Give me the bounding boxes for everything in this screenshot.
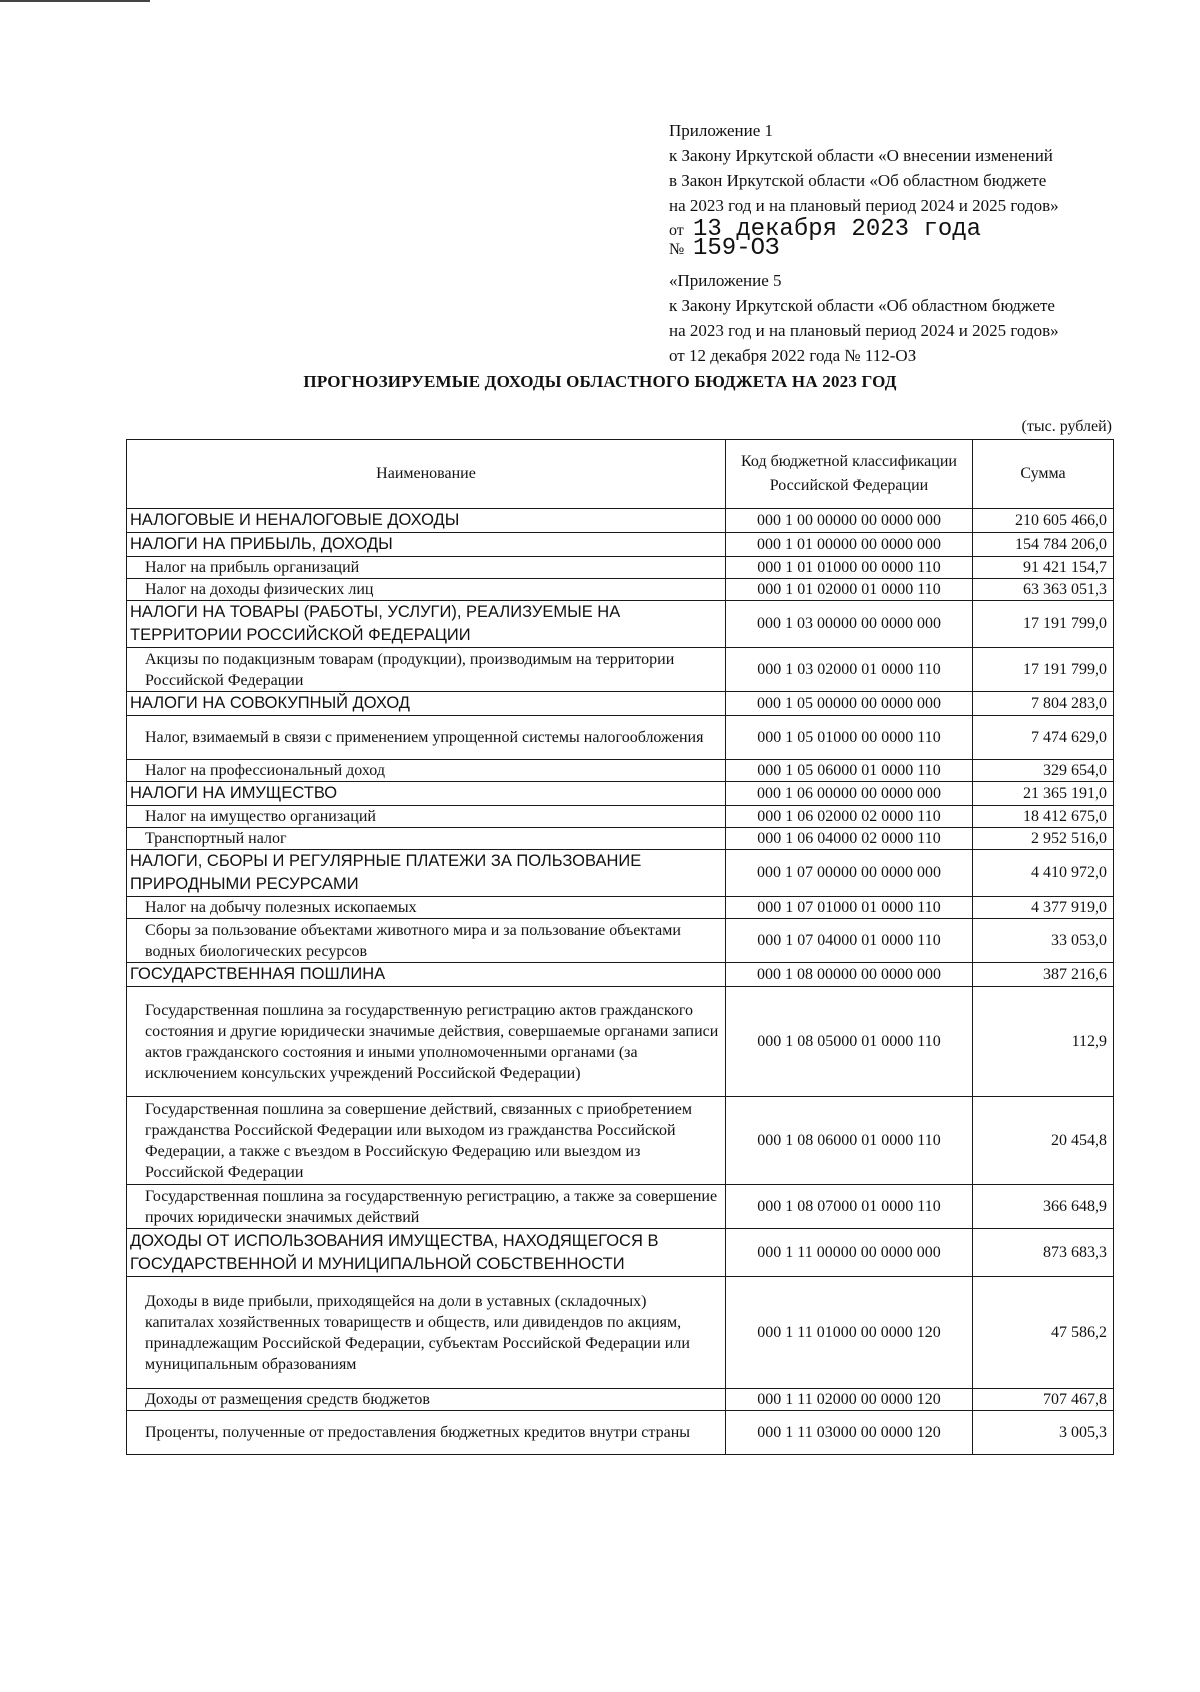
table-row — [127, 1229, 1114, 1277]
row-code-cell: 000 1 03 02000 01 0000 110 — [726, 648, 973, 692]
row-name-cell: НАЛОГИ НА ИМУЩЕСТВО — [127, 782, 726, 806]
table-row — [127, 692, 1114, 716]
row-code-cell: 000 1 08 07000 01 0000 110 — [726, 1185, 973, 1229]
row-code-cell: 000 1 00 00000 00 0000 000 — [726, 509, 973, 533]
row-code-cell: 000 1 07 04000 01 0000 110 — [726, 919, 973, 963]
row-code-cell: 000 1 05 01000 00 0000 110 — [726, 716, 973, 760]
row-amount-cell: 20 454,8 — [973, 1097, 1114, 1185]
table-row — [127, 963, 1114, 987]
row-amount-cell: 4 377 919,0 — [973, 897, 1114, 919]
row-code-cell: 000 1 06 02000 02 0000 110 — [726, 806, 973, 828]
row-name-cell: Налог на имущество организаций — [127, 806, 726, 828]
row-amount-cell: 4 410 972,0 — [973, 850, 1114, 897]
row-name-cell: НАЛОГИ, СБОРЫ И РЕГУЛЯРНЫЕ ПЛАТЕЖИ ЗА ПОЛЬЗОВАНИЕ ПРИРОДНЫМИ РЕСУРСАМИ — [127, 850, 726, 897]
row-amount-cell: 33 053,0 — [973, 919, 1114, 963]
row-code-cell: 000 1 01 01000 00 0000 110 — [726, 557, 973, 579]
row-name-cell: Доходы от размещения средств бюджетов — [127, 1389, 726, 1411]
row-amount-cell: 3 005,3 — [973, 1411, 1114, 1455]
table-body — [127, 509, 1114, 1455]
table-row — [127, 806, 1114, 828]
row-name-cell: Транспортный налог — [127, 828, 726, 850]
row-amount-cell: 17 191 799,0 — [973, 648, 1114, 692]
table-row — [127, 533, 1114, 557]
row-amount-cell: 210 605 466,0 — [973, 509, 1114, 533]
header-line: «Приложение 5 — [669, 271, 782, 290]
table-row — [127, 850, 1114, 897]
table-row — [127, 1389, 1114, 1411]
row-code-cell: 000 1 08 00000 00 0000 000 — [726, 963, 973, 987]
row-name-cell: Налог на добычу полезных ископаемых — [127, 897, 726, 919]
stamp-date: 13 декабря 2023 года — [693, 216, 982, 243]
row-code-cell: 000 1 01 02000 01 0000 110 — [726, 579, 973, 601]
row-amount-cell: 366 648,9 — [973, 1185, 1114, 1229]
row-name-cell: НАЛОГОВЫЕ И НЕНАЛОГОВЫЕ ДОХОДЫ — [127, 509, 726, 533]
row-name-cell: ДОХОДЫ ОТ ИСПОЛЬЗОВАНИЯ ИМУЩЕСТВА, НАХОДЯЩЕГОСЯ В ГОСУДАРСТВЕННОЙ И МУНИЦИПАЛЬНОЙ СОБСТВЕННОСТИ — [127, 1229, 726, 1277]
table-row — [127, 919, 1114, 963]
column-header-code: Код бюджетной классификации Российской Федерации — [726, 440, 973, 509]
row-amount-cell: 112,9 — [973, 987, 1114, 1097]
row-name-cell: Государственная пошлина за совершение действий, связанных с приобретением гражданства Российской Федерации или выходом из гражданства Российской Федерации, а также с въездом в Российскую Федерацию или выездом из Российской Федерации — [127, 1097, 726, 1185]
row-code-cell: 000 1 07 00000 00 0000 000 — [726, 850, 973, 897]
row-amount-cell: 63 363 051,3 — [973, 579, 1114, 601]
row-code-cell: 000 1 03 00000 00 0000 000 — [726, 601, 973, 648]
row-name-cell: ГОСУДАРСТВЕННАЯ ПОШЛИНА — [127, 963, 726, 987]
revenue-table — [126, 439, 1114, 1455]
row-amount-cell: 707 467,8 — [973, 1389, 1114, 1411]
row-amount-cell: 17 191 799,0 — [973, 601, 1114, 648]
row-name-cell: Налог, взимаемый в связи с применением упрощенной системы налогообложения — [127, 716, 726, 760]
column-header-name: Наименование — [127, 440, 726, 509]
table-row — [127, 1411, 1114, 1455]
row-amount-cell: 91 421 154,7 — [973, 557, 1114, 579]
row-name-cell: Налог на прибыль организаций — [127, 557, 726, 579]
row-amount-cell: 7 804 283,0 — [973, 692, 1114, 716]
row-name-cell: Налог на доходы физических лиц — [127, 579, 726, 601]
row-amount-cell: 21 365 191,0 — [973, 782, 1114, 806]
header-line: на 2023 год и на плановый период 2024 и 2025 годов» — [669, 196, 1059, 215]
row-name-cell: Акцизы по подакцизным товарам (продукции), производимым на территории Российской Федерации — [127, 648, 726, 692]
table-row — [127, 828, 1114, 850]
document-header — [669, 118, 1129, 368]
table-row — [127, 716, 1114, 760]
number-prefix: № — [669, 241, 685, 258]
row-name-cell: Государственная пошлина за государственную регистрацию актов гражданского состояния и другие юридически значимые действия, совершаемые органами записи актов гражданского состояния и иными уполномоченными органами (за исключением консульских учреждений Российской Федерации) — [127, 987, 726, 1097]
row-name-cell: Сборы за пользование объектами животного мира и за пользование объектами водных биологических ресурсов — [127, 919, 726, 963]
row-code-cell: 000 1 08 05000 01 0000 110 — [726, 987, 973, 1097]
row-code-cell: 000 1 06 00000 00 0000 000 — [726, 782, 973, 806]
table-row — [127, 509, 1114, 533]
table-row — [127, 648, 1114, 692]
row-amount-cell: 7 474 629,0 — [973, 716, 1114, 760]
row-name-cell: Проценты, полученные от предоставления бюджетных кредитов внутри страны — [127, 1411, 726, 1455]
row-code-cell: 000 1 05 00000 00 0000 000 — [726, 692, 973, 716]
table-row — [127, 1185, 1114, 1229]
row-name-cell: НАЛОГИ НА СОВОКУПНЫЙ ДОХОД — [127, 692, 726, 716]
document-title: ПРОГНОЗИРУЕМЫЕ ДОХОДЫ ОБЛАСТНОГО БЮДЖЕТА НА 2023 ГОД — [303, 372, 897, 391]
row-code-cell: 000 1 08 06000 01 0000 110 — [726, 1097, 973, 1185]
row-amount-cell: 873 683,3 — [973, 1229, 1114, 1277]
row-amount-cell: 154 784 206,0 — [973, 533, 1114, 557]
date-prefix: от — [669, 222, 684, 239]
row-amount-cell: 2 952 516,0 — [973, 828, 1114, 850]
table-row — [127, 557, 1114, 579]
table-header-row — [127, 440, 1114, 509]
row-code-cell: 000 1 05 06000 01 0000 110 — [726, 760, 973, 782]
header-line: к Закону Иркутской области «Об областном бюджете — [669, 296, 1055, 315]
header-line: в Закон Иркутской области «Об областном бюджете — [669, 171, 1047, 190]
row-name-cell: НАЛОГИ НА ПРИБЫЛЬ, ДОХОДЫ — [127, 533, 726, 557]
row-amount-cell: 329 654,0 — [973, 760, 1114, 782]
header-line: на 2023 год и на плановый период 2024 и 2025 годов» — [669, 321, 1059, 340]
row-code-cell: 000 1 11 01000 00 0000 120 — [726, 1277, 973, 1389]
table-row — [127, 579, 1114, 601]
table-row — [127, 601, 1114, 648]
row-code-cell: 000 1 11 03000 00 0000 120 — [726, 1411, 973, 1455]
table-row — [127, 760, 1114, 782]
row-name-cell: НАЛОГИ НА ТОВАРЫ (РАБОТЫ, УСЛУГИ), РЕАЛИЗУЕМЫЕ НА ТЕРРИТОРИИ РОССИЙСКОЙ ФЕДЕРАЦИИ — [127, 601, 726, 648]
row-code-cell: 000 1 11 02000 00 0000 120 — [726, 1389, 973, 1411]
row-name-cell: Доходы в виде прибыли, приходящейся на доли в уставных (складочных) капиталах хозяйственных товариществ и обществ, или дивидендов по акциям, принадлежащим Российской Федерации, субъектам Российской Федерации или муниципальным образованиям — [127, 1277, 726, 1389]
row-amount-cell: 47 586,2 — [973, 1277, 1114, 1389]
header-line: к Закону Иркутской области «О внесении изменений — [669, 146, 1053, 165]
table-row — [127, 987, 1114, 1097]
scan-edge-line — [0, 0, 150, 2]
table-row — [127, 897, 1114, 919]
table-row — [127, 1277, 1114, 1389]
stamp-number: 159-ОЗ — [693, 235, 780, 262]
row-code-cell: 000 1 07 01000 01 0000 110 — [726, 897, 973, 919]
table-row — [127, 782, 1114, 806]
table-row — [127, 1097, 1114, 1185]
column-header-amount: Сумма — [973, 440, 1114, 509]
row-code-cell: 000 1 01 00000 00 0000 000 — [726, 533, 973, 557]
header-line: от 12 декабря 2022 года № 112-ОЗ — [669, 346, 917, 365]
row-code-cell: 000 1 11 00000 00 0000 000 — [726, 1229, 973, 1277]
row-name-cell: Государственная пошлина за государственную регистрацию, а также за совершение прочих юридически значимых действий — [127, 1185, 726, 1229]
row-amount-cell: 387 216,6 — [973, 963, 1114, 987]
header-line: Приложение 1 — [669, 121, 773, 140]
row-amount-cell: 18 412 675,0 — [973, 806, 1114, 828]
row-name-cell: Налог на профессиональный доход — [127, 760, 726, 782]
row-code-cell: 000 1 06 04000 02 0000 110 — [726, 828, 973, 850]
units-label: (тыс. рублей) — [1021, 418, 1112, 435]
